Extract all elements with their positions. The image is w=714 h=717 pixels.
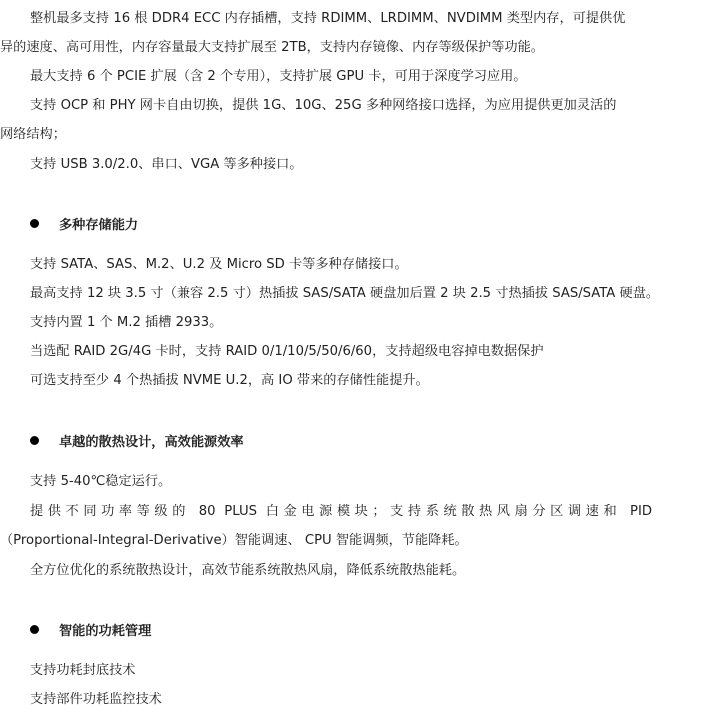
storage-item: 可选支持至少 4 个热插拔 NVME U.2，高 IO 带来的存储性能提升。 [30, 373, 429, 388]
power-item: 支持功耗封底技术 [30, 663, 136, 678]
network-paragraph-line-2: 网络结构； [0, 127, 66, 142]
storage-item: 支持 SATA、SAS、M.2、U.2 及 Micro SD 卡等多种存储接口。 [30, 257, 408, 272]
cooling-paragraph: 支持 5-40℃稳定运行。 [30, 474, 172, 489]
interfaces-paragraph: 支持 USB 3.0/2.0、串口、VGA 等多种接口。 [30, 157, 303, 172]
network-paragraph-line-1: 支持 OCP 和 PHY 网卡自由切换，提供 1G、10G、25G 多种网络接口选择，为应用提供更加灵活的 [30, 98, 617, 113]
memory-paragraph-line-1: 整机最多支持 16 根 DDR4 ECC 内存插槽，支持 RDIMM、LRDIMM、NVDIMM 类型内存，可提供优 [30, 11, 626, 26]
storage-heading [30, 216, 138, 236]
power-supply-paragraph-line-2: （Proportional-Integral-Derivative）智能调速、 CPU 智能调频，节能降耗。 [0, 533, 468, 548]
power-heading [30, 622, 151, 642]
power-item: 支持部件功耗监控技术 [30, 692, 162, 707]
storage-item: 当选配 RAID 2G/4G 卡时，支持 RAID 0/1/10/5/50/6/60，支持超级电容掉电数据保护 [30, 344, 544, 359]
memory-paragraph-line-2: 异的速度、高可用性，内存容量最大支持扩展至 2TB，支持内存镜像、内存等级保护等功能。 [0, 40, 544, 55]
power-supply-paragraph-line-1: 提供不同功率等级的 80 PLUS 白金电源模块；支持系统散热风扇分区调速和 PID [30, 504, 652, 519]
storage-item: 最高支持 12 块 3.5 寸（兼容 2.5 寸）热插拔 SAS/SATA 硬盘加后置 2 块 2.5 寸热插拔 SAS/SATA 硬盘。 [30, 286, 660, 301]
power-heading-text: 智能的功耗管理 [59, 624, 152, 639]
storage-item: 支持内置 1 个 M.2 插槽 2933。 [30, 315, 223, 330]
storage-heading-text: 多种存储能力 [59, 218, 139, 233]
pcie-paragraph: 最大支持 6 个 PCIE 扩展（含 2 个专用），支持扩展 GPU 卡，可用于深度学习应用。 [30, 69, 527, 84]
cooling-heading-text: 卓越的散热设计，高效能源效率 [59, 435, 244, 450]
bullet-icon [30, 625, 39, 634]
bullet-icon [30, 219, 39, 228]
cooling-design-paragraph: 全方位优化的系统散热设计，高效节能系统散热风扇，降低系统散热能耗。 [30, 563, 466, 578]
bullet-icon [30, 436, 39, 445]
cooling-heading [30, 433, 244, 453]
